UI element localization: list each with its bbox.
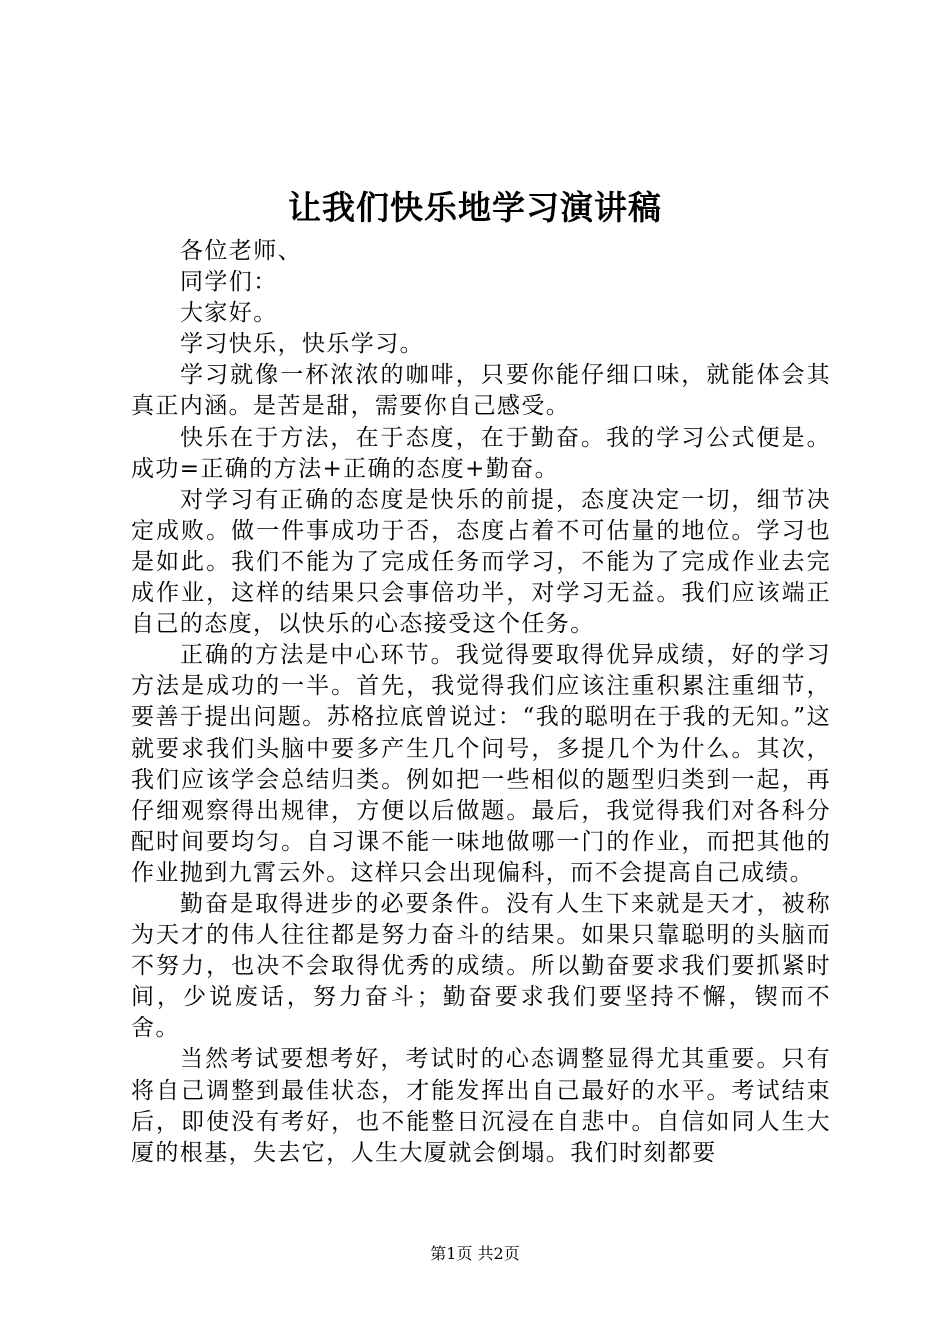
paragraph: 大家好。 xyxy=(180,300,278,327)
paragraph: 正确的方法是中心环节。我觉得要取得优异成绩，好的学习方法是成功的一半。首先，我觉得我们应该注重积累注重细节，要善于提出问题。苏格拉底曾说过：“我的聪明在于我的无知。”这就要求我们头脑中要多产生几个问号，多提几个为什么。其次，我们应该学会总结归类。例如把一些相似的题型归类到一起，再仔细观察得出规律，方便以后做题。最后，我觉得我们对各科分配时间要均匀。自习课不能一味地做哪一门的作业，而把其他的作业抛到九霄云外。这样只会出现偏科，而不会提高自己成绩。 xyxy=(131,642,831,886)
document-body xyxy=(131,236,831,1169)
paragraph: 当然考试要想考好，考试时的心态调整显得尤其重要。只有将自己调整到最佳状态，才能发挥出自己最好的水平。考试结束后，即使没有考好，也不能整日沉浸在自悲中。自信如同人生大厦的根基，失去它，人生大厦就会倒塌。我们时刻都要 xyxy=(131,1046,831,1166)
paragraph: 勤奋是取得进步的必要条件。没有人生下来就是天才，被称为天才的伟人往往都是努力奋斗的结果。如果只靠聪明的头脑而不努力，也决不会取得优秀的成绩。所以勤奋要求我们要抓紧时间，少说废话，努力奋斗；勤奋要求我们要坚持不懈，锲而不舍。 xyxy=(131,890,831,1042)
page-footer: 第1页 共2页 xyxy=(430,1244,520,1263)
paragraph: 各位老师、 xyxy=(180,238,302,264)
paragraph: 同学们： xyxy=(180,269,278,296)
paragraph: 学习快乐，快乐学习。 xyxy=(180,331,424,358)
document-title: 让我们快乐地学习演讲稿 xyxy=(288,188,662,227)
paragraph: 学习就像一杯浓浓的咖啡，只要你能仔细口味，就能体会其真正内涵。是苦是甜，需要你自己感受。 xyxy=(131,362,831,420)
paragraph: 快乐在于方法，在于态度，在于勤奋。我的学习公式便是。成功=正确的方法+正确的态度+勤奋。 xyxy=(131,424,831,482)
paragraph: 对学习有正确的态度是快乐的前提，态度决定一切，细节决定成败。做一件事成功于否，态度占着不可估量的地位。学习也是如此。我们不能为了完成任务而学习，不能为了完成作业去完成作业，这样的结果只会事倍功半，对学习无益。我们应该端正自己的态度，以快乐的心态接受这个任务。 xyxy=(131,486,831,638)
